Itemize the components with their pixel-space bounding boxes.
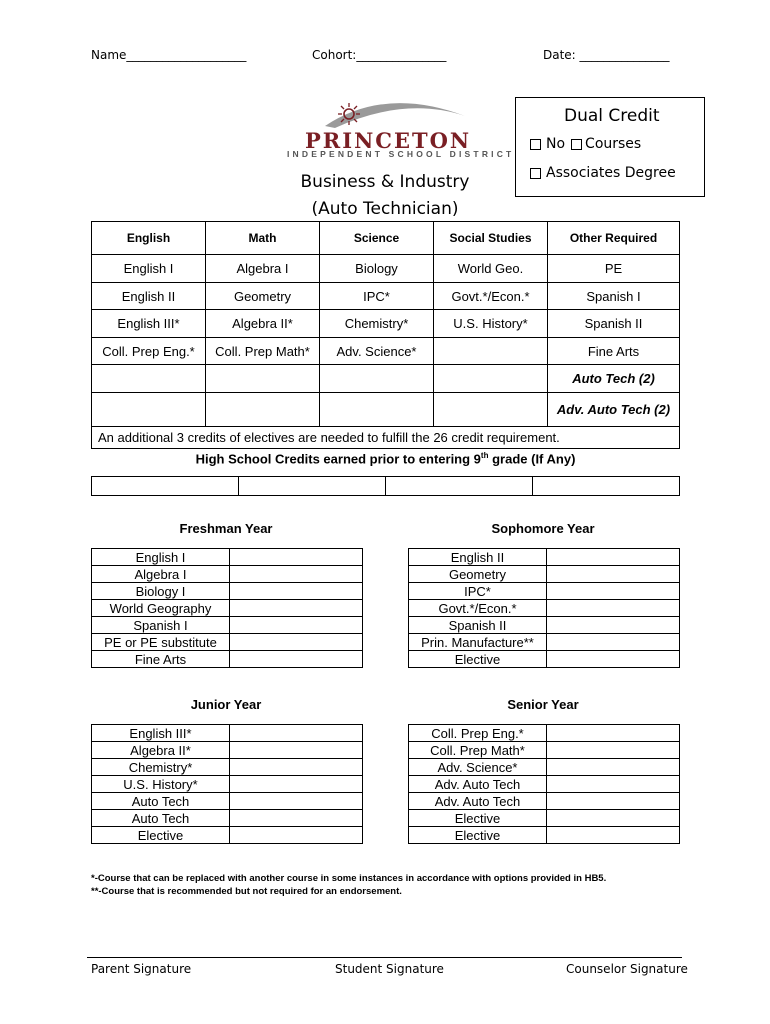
grade-cell[interactable] bbox=[547, 810, 680, 827]
table-row bbox=[92, 566, 363, 583]
grade-cell[interactable] bbox=[547, 634, 680, 651]
name-field-label: Name____________________ bbox=[91, 48, 247, 62]
table-cell: IPC* bbox=[320, 283, 434, 310]
table-row bbox=[92, 827, 363, 844]
grade-cell[interactable] bbox=[547, 827, 680, 844]
senior-year-title: Senior Year bbox=[507, 697, 579, 712]
table-row bbox=[92, 793, 363, 810]
hs-credits-title-text: High School Credits earned prior to entering 9 bbox=[195, 451, 481, 467]
table-row bbox=[409, 549, 680, 566]
junior-year-title: Junior Year bbox=[190, 697, 262, 712]
table-row bbox=[409, 634, 680, 651]
table-row bbox=[92, 617, 363, 634]
course-cell: Biology I bbox=[92, 583, 230, 600]
table-row bbox=[409, 776, 680, 793]
table-row bbox=[92, 255, 680, 283]
header-english: English bbox=[92, 222, 206, 255]
grade-cell[interactable] bbox=[230, 600, 363, 617]
table-row bbox=[409, 617, 680, 634]
table-cell bbox=[92, 393, 206, 427]
table-cell: Algebra I bbox=[206, 255, 320, 283]
table-note-row bbox=[92, 427, 680, 449]
table-row bbox=[409, 566, 680, 583]
table-row bbox=[92, 477, 680, 496]
table-cell bbox=[434, 365, 548, 393]
table-row bbox=[409, 759, 680, 776]
course-cell: Elective bbox=[409, 827, 547, 844]
table-cell: Auto Tech (2) bbox=[548, 365, 680, 393]
table-cell bbox=[206, 365, 320, 393]
sophomore-year-title: Sophomore Year bbox=[491, 521, 595, 536]
grade-cell[interactable] bbox=[547, 549, 680, 566]
footnote-hb5: *-Course that can be replaced with another course in some instances in accordance with options provided in HB5. bbox=[91, 873, 607, 884]
course-cell: Coll. Prep Math* bbox=[409, 742, 547, 759]
course-cell: English III* bbox=[92, 725, 230, 742]
parent-signature-label: Parent Signature bbox=[91, 962, 192, 976]
cohort-field-label: Cohort:_______________ bbox=[312, 48, 447, 62]
table-cell: PE bbox=[548, 255, 680, 283]
course-cell: Algebra II* bbox=[92, 742, 230, 759]
course-cell: Adv. Auto Tech bbox=[409, 793, 547, 810]
header-other-required: Other Required bbox=[548, 222, 680, 255]
table-cell bbox=[434, 393, 548, 427]
grade-cell[interactable] bbox=[547, 583, 680, 600]
table-row bbox=[409, 810, 680, 827]
senior-year-table bbox=[408, 724, 680, 844]
table-row bbox=[92, 742, 363, 759]
course-cell: Adv. Science* bbox=[409, 759, 547, 776]
table-cell: Algebra II* bbox=[206, 310, 320, 338]
grade-cell[interactable] bbox=[230, 810, 363, 827]
course-cell: IPC* bbox=[409, 583, 547, 600]
signature-line bbox=[87, 957, 682, 958]
course-cell: Geometry bbox=[409, 566, 547, 583]
hs-credits-title-sup: th bbox=[480, 451, 489, 460]
grade-cell[interactable] bbox=[547, 617, 680, 634]
associates-degree-checkbox[interactable] bbox=[530, 168, 541, 179]
course-cell: Algebra I bbox=[92, 566, 230, 583]
table-cell: Adv. Science* bbox=[320, 338, 434, 365]
grade-cell[interactable] bbox=[230, 776, 363, 793]
header-social-studies: Social Studies bbox=[434, 222, 548, 255]
course-cell: Spanish I bbox=[92, 617, 230, 634]
sun-swoosh-icon bbox=[285, 92, 490, 132]
course-cell: Auto Tech bbox=[92, 793, 230, 810]
dual-credit-title: Dual Credit bbox=[564, 106, 660, 126]
table-row bbox=[92, 283, 680, 310]
table-row bbox=[409, 742, 680, 759]
header-math: Math bbox=[206, 222, 320, 255]
table-cell: Geometry bbox=[206, 283, 320, 310]
table-cell: World Geo. bbox=[434, 255, 548, 283]
table-row bbox=[92, 759, 363, 776]
course-cell: Fine Arts bbox=[92, 651, 230, 668]
header-science: Science bbox=[320, 222, 434, 255]
table-row bbox=[409, 600, 680, 617]
grade-cell[interactable] bbox=[230, 827, 363, 844]
student-signature-label: Student Signature bbox=[335, 962, 444, 976]
sophomore-year-table bbox=[408, 548, 680, 668]
grade-cell[interactable] bbox=[230, 583, 363, 600]
hs-credit-cell[interactable] bbox=[386, 477, 533, 496]
junior-year-table bbox=[91, 724, 363, 844]
grade-cell[interactable] bbox=[230, 617, 363, 634]
course-cell: Elective bbox=[409, 810, 547, 827]
course-cell: PE or PE substitute bbox=[92, 634, 230, 651]
program-subtitle: (Auto Technician) bbox=[311, 199, 459, 219]
table-row bbox=[92, 776, 363, 793]
table-row bbox=[92, 338, 680, 365]
courses-option-label: Courses bbox=[585, 136, 642, 152]
no-option-label: No bbox=[546, 136, 566, 152]
table-row bbox=[92, 310, 680, 338]
grade-cell[interactable] bbox=[547, 742, 680, 759]
logo-subtitle: INDEPENDENT SCHOOL DISTRICT bbox=[287, 149, 515, 159]
course-cell: Coll. Prep Eng.* bbox=[409, 725, 547, 742]
course-cell: English II bbox=[409, 549, 547, 566]
table-row bbox=[92, 549, 363, 566]
hs-credits-table bbox=[91, 476, 680, 496]
table-cell: Govt.*/Econ.* bbox=[434, 283, 548, 310]
logo-wordmark: PRINCETON bbox=[305, 128, 472, 153]
table-cell: Coll. Prep Eng.* bbox=[92, 338, 206, 365]
associates-degree-label: Associates Degree bbox=[546, 165, 676, 181]
course-cell: English I bbox=[92, 549, 230, 566]
table-row bbox=[409, 827, 680, 844]
table-cell: Spanish I bbox=[548, 283, 680, 310]
table-cell: Coll. Prep Math* bbox=[206, 338, 320, 365]
grade-cell[interactable] bbox=[547, 725, 680, 742]
table-cell: Fine Arts bbox=[548, 338, 680, 365]
table-row bbox=[409, 793, 680, 810]
table-row bbox=[92, 725, 363, 742]
grade-cell[interactable] bbox=[230, 793, 363, 810]
grade-cell[interactable] bbox=[547, 600, 680, 617]
table-cell bbox=[320, 365, 434, 393]
hs-credits-title bbox=[91, 451, 680, 466]
table-cell: Biology bbox=[320, 255, 434, 283]
table-cell: U.S. History* bbox=[434, 310, 548, 338]
program-title: Business & Industry bbox=[300, 172, 470, 192]
course-cell: World Geography bbox=[92, 600, 230, 617]
table-cell bbox=[92, 365, 206, 393]
table-cell: English I bbox=[92, 255, 206, 283]
grade-cell[interactable] bbox=[230, 634, 363, 651]
grade-cell[interactable] bbox=[547, 793, 680, 810]
table-cell bbox=[206, 393, 320, 427]
grade-cell[interactable] bbox=[547, 566, 680, 583]
hs-credit-cell[interactable] bbox=[533, 477, 680, 496]
grade-cell[interactable] bbox=[230, 759, 363, 776]
table-row bbox=[409, 583, 680, 600]
grade-cell[interactable] bbox=[547, 776, 680, 793]
course-cell: Spanish II bbox=[409, 617, 547, 634]
grade-cell[interactable] bbox=[230, 742, 363, 759]
grade-cell[interactable] bbox=[230, 549, 363, 566]
hs-credits-title-suffix: grade (If Any) bbox=[488, 451, 576, 467]
table-row bbox=[92, 651, 363, 668]
date-field-label: Date: _______________ bbox=[543, 48, 670, 62]
course-cell: Auto Tech bbox=[92, 810, 230, 827]
table-cell bbox=[320, 393, 434, 427]
courses-checkbox[interactable] bbox=[571, 139, 582, 150]
course-cell: Adv. Auto Tech bbox=[409, 776, 547, 793]
course-cell: Chemistry* bbox=[92, 759, 230, 776]
grade-cell[interactable] bbox=[547, 759, 680, 776]
table-cell: English II bbox=[92, 283, 206, 310]
course-cell: Elective bbox=[409, 651, 547, 668]
table-row bbox=[92, 583, 363, 600]
course-cell: U.S. History* bbox=[92, 776, 230, 793]
table-row bbox=[92, 634, 363, 651]
table-row bbox=[92, 365, 680, 393]
hs-credit-cell[interactable] bbox=[92, 477, 239, 496]
grade-cell[interactable] bbox=[547, 651, 680, 668]
table-row bbox=[92, 600, 363, 617]
hs-credit-cell[interactable] bbox=[239, 477, 386, 496]
grade-cell[interactable] bbox=[230, 566, 363, 583]
table-cell: Spanish II bbox=[548, 310, 680, 338]
table-row bbox=[409, 651, 680, 668]
table-cell: Chemistry* bbox=[320, 310, 434, 338]
footnote-endorsement: **-Course that is recommended but not required for an endorsement. bbox=[91, 886, 402, 897]
district-logo bbox=[285, 92, 515, 160]
freshman-year-title: Freshman Year bbox=[179, 521, 273, 536]
dual-credit-box bbox=[515, 97, 705, 197]
no-checkbox[interactable] bbox=[530, 139, 541, 150]
table-cell bbox=[434, 338, 548, 365]
course-cell: Govt.*/Econ.* bbox=[409, 600, 547, 617]
counselor-signature-label: Counselor Signature bbox=[566, 962, 688, 976]
course-cell: Elective bbox=[92, 827, 230, 844]
table-row bbox=[92, 810, 363, 827]
table-row bbox=[409, 725, 680, 742]
course-requirements-table bbox=[91, 221, 680, 449]
electives-note: An additional 3 credits of electives are needed to fulfill the 26 credit requirement. bbox=[92, 427, 680, 449]
grade-cell[interactable] bbox=[230, 725, 363, 742]
table-cell: English III* bbox=[92, 310, 206, 338]
table-row bbox=[92, 393, 680, 427]
grade-cell[interactable] bbox=[230, 651, 363, 668]
table-header-row bbox=[92, 222, 680, 255]
table-cell: Adv. Auto Tech (2) bbox=[548, 393, 680, 427]
course-cell: Prin. Manufacture** bbox=[409, 634, 547, 651]
freshman-year-table bbox=[91, 548, 363, 668]
